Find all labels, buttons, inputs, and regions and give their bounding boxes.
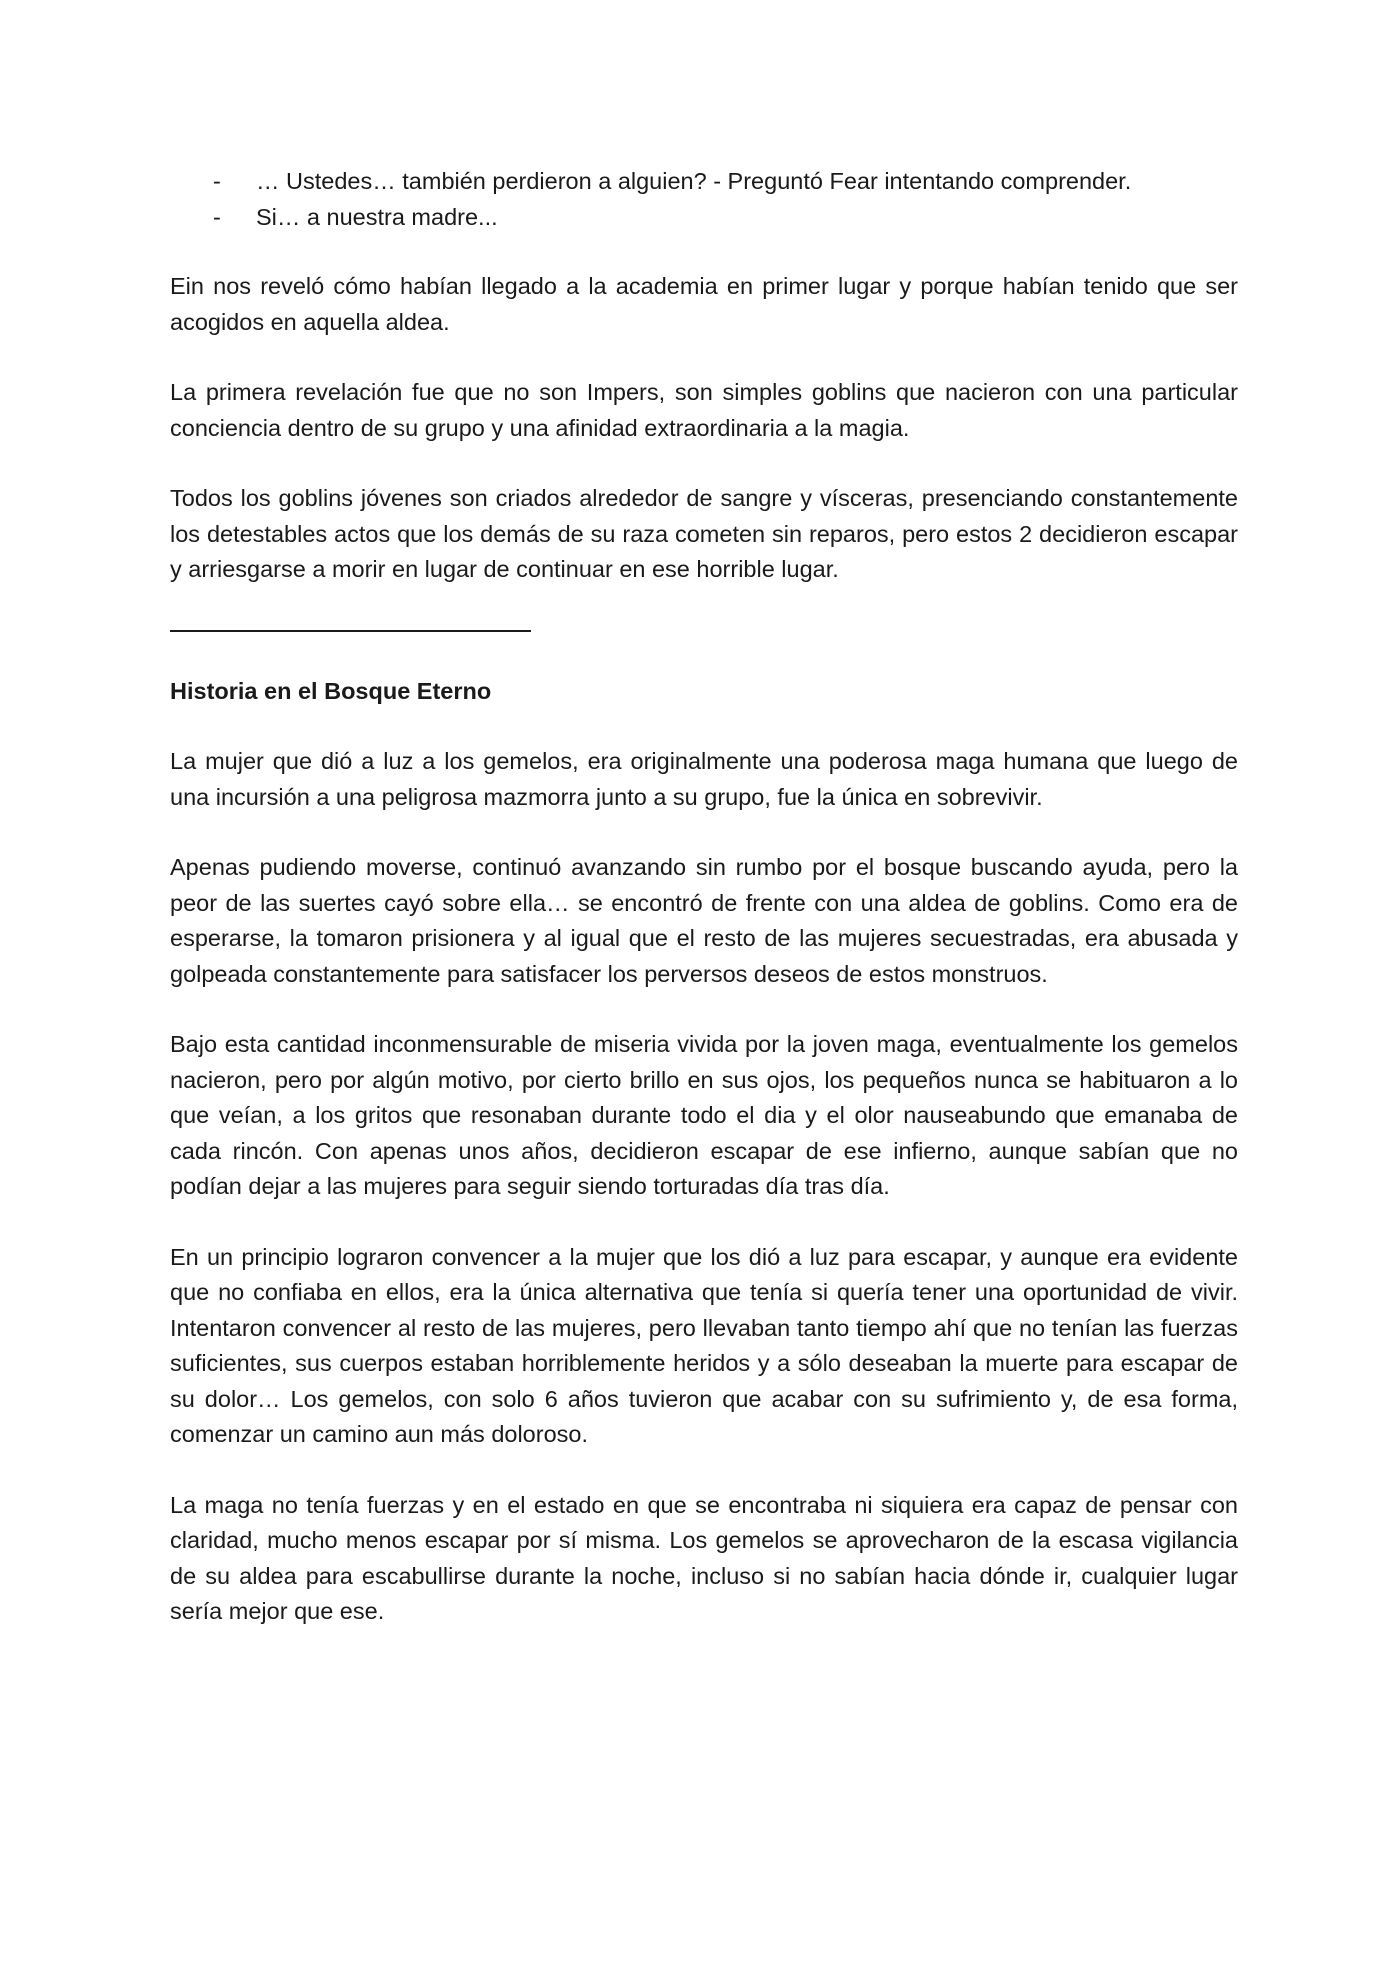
document-page bbox=[170, 164, 1238, 1665]
dialogue-dash: - bbox=[213, 203, 221, 230]
paragraph: Bajo esta cantidad inconmensurable de miseria vivida por la joven maga, eventualmente los gemelos nacieron, pero por algún motivo, por cierto brillo en sus ojos, los pequeños nunca se habituaron a lo que veían, a los gritos que resonaban durante todo el dia y el olor nauseabundo que emanaba de cada rincón. Con apenas unos años, decidieron escapar de ese infierno, aunque sabían que no podían dejar a las mujeres para seguir siendo torturadas día tras día. bbox=[170, 1031, 1238, 1199]
paragraph: En un principio lograron convencer a la mujer que los dió a luz para escapar, y aunque era evidente que no confiaba en ellos, era la única alternativa que tenía si quería tener una oportunidad de vivir. Intentaron convencer al resto de las mujeres, pero llevaban tanto tiempo ahí que no tenían las fuerzas suficientes, sus cuerpos estaban horriblemente heridos y a sólo deseaban la muerte para escapar de su dolor… Los gemelos, con solo 6 años tuvieron que acabar con su sufrimiento y, de esa forma, comenzar un camino aun más doloroso. bbox=[170, 1243, 1238, 1447]
dialogue-text: … Ustedes… también perdieron a alguien? - Preguntó Fear intentando comprender. bbox=[256, 168, 1132, 194]
section-heading: Historia en el Bosque Eterno bbox=[170, 677, 492, 704]
paragraph: Ein nos reveló cómo habían llegado a la academia en primer lugar y porque habían tenido que ser acogidos en aquella aldea. bbox=[170, 273, 1238, 335]
section-divider bbox=[170, 630, 531, 632]
dialogue-dash: - bbox=[213, 168, 221, 194]
paragraph: La primera revelación fue que no son Impers, son simples goblins que nacieron con una particular conciencia dentro de su grupo y una afinidad extraordinaria a la magia. bbox=[170, 379, 1238, 441]
paragraph: Todos los goblins jóvenes son criados alrededor de sangre y vísceras, presenciando constantemente los detestables actos que los demás de su raza cometen sin reparos, pero estos 2 decidieron escapar y arriesgarse a morir en lugar de continuar en ese horrible lugar. bbox=[170, 485, 1238, 582]
dialogue-list bbox=[170, 164, 1238, 235]
paragraph: Apenas pudiendo moverse, continuó avanzando sin rumbo por el bosque buscando ayuda, pero la peor de las suertes cayó sobre ella… se encontró de frente con una aldea de goblins. Como era de esperarse, la tomaron prisionera y al igual que el resto de las mujeres secuestradas, era abusada y golpeada constantemente para satisfacer los perversos deseos de estos monstruos. bbox=[170, 854, 1238, 987]
dialogue-text: Si… a nuestra madre... bbox=[256, 203, 498, 230]
dialogue-line bbox=[170, 200, 1238, 236]
paragraph: La mujer que dió a luz a los gemelos, era originalmente una poderosa maga humana que luego de una incursión a una peligrosa mazmorra junto a su grupo, fue la única en sobrevivir. bbox=[170, 748, 1238, 810]
paragraph: La maga no tenía fuerzas y en el estado en que se encontraba ni siquiera era capaz de pensar con claridad, mucho menos escapar por sí misma. Los gemelos se aprovecharon de la escasa vigilancia de su aldea para escabullirse durante la noche, incluso si no sabían hacia dónde ir, cualquier lugar sería mejor que ese. bbox=[170, 1491, 1238, 1624]
dialogue-line bbox=[170, 164, 1238, 200]
